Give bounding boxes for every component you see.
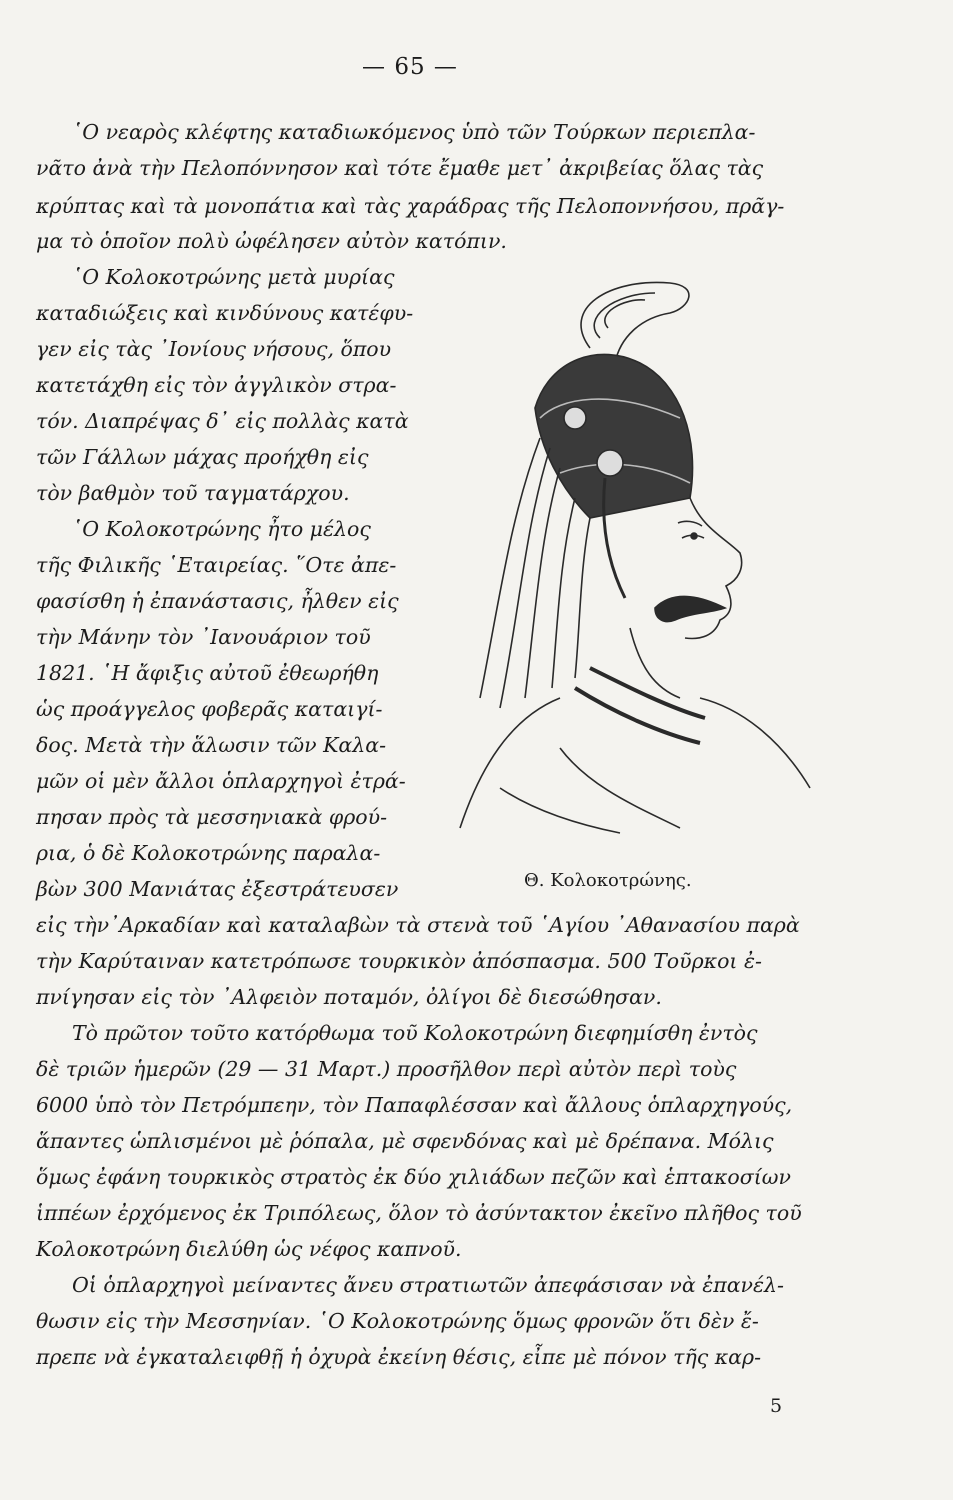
text-line: ὡς προάγγελος φοβερᾶς καταιγί- <box>36 697 383 721</box>
text-line: τὴν Μάνην τὸν ᾽Ιανουάριον τοῦ <box>36 625 371 649</box>
text-line: εἰς τὴν᾽Αρκαδίαν καὶ καταλαβὼν τὰ στενὰ τοῦ ῾Αγίου ᾽Αθανασίου παρὰ <box>36 913 800 937</box>
text-line: τὴν Καρύταιναν κατετρόπωσε τουρκικὸν ἀπόσπασμα. 500 Τοῦρκοι ἐ- <box>36 949 762 973</box>
text-line: ἅπαντες ὡπλισμένοι μὲ ῥόπαλα, μὲ σφενδόνας καὶ μὲ δρέπανα. Μόλις <box>36 1129 774 1153</box>
text-line: τῶν Γάλλων μάχας προήχθη εἰς <box>36 445 369 469</box>
text-line: κατετάχθη εἰς τὸν ἀγγλικὸν στρα- <box>36 373 397 397</box>
text-line: Τὸ πρῶτον τοῦτο κατόρθωμα τοῦ Κολοκοτρώνη διεφημίσθη ἐντὸς <box>72 1021 758 1045</box>
figure-caption: Θ. Κολοκοτρώνης. <box>524 870 692 891</box>
text-line: βὼν 300 Μανιάτας ἐξεστράτευσεν <box>36 877 399 901</box>
text-line: ῾Ο Κολοκοτρώνης ἦτο μέλος <box>72 517 371 541</box>
text-line: κρύπτας καὶ τὰ μονοπάτια καὶ τὰς χαράδρας τῆς Πελοποννήσου, πρᾶγ- <box>36 194 785 218</box>
page-number: — 65 — <box>362 54 458 80</box>
text-line: Οἱ ὁπλαρχηγοὶ μείναντες ἄνευ στρατιωτῶν ἀπεφάσισαν νὰ ἐπανέλ- <box>72 1273 784 1297</box>
text-line: τόν. Διαπρέψας δ᾽ εἰς πολλὰς κατὰ <box>36 409 409 433</box>
text-line: ῾Ο νεαρὸς κλέφτης καταδιωκόμενος ὑπὸ τῶν Τούρκων περιεπλα- <box>72 120 756 144</box>
text-line: πνίγησαν εἰς τὸν ᾽Αλφειὸν ποταμόν, ὀλίγοι δὲ διεσώθησαν. <box>36 985 662 1009</box>
text-line: πρεπε νὰ ἐγκαταλειφθῇ ἡ ὀχυρὰ ἐκείνη θέσις, εἶπε μὲ πόνον τῆς καρ- <box>36 1345 762 1369</box>
signature-mark: 5 <box>770 1395 783 1417</box>
kolokotronis-portrait <box>440 268 905 868</box>
text-line: ῾Ο Κολοκοτρώνης μετὰ μυρίας <box>72 265 395 289</box>
text-line: νᾶτο ἀνὰ τὴν Πελοπόννησον καὶ τότε ἔμαθε μετ᾽ ἀκριβείας ὅλας τὰς <box>36 156 764 180</box>
text-line: τὸν βαθμὸν τοῦ ταγματάρχου. <box>36 481 350 505</box>
text-line: μα τὸ ὁποῖον πολὺ ὠφέλησεν αὐτὸν κατόπιν. <box>36 229 507 253</box>
text-line: τῆς Φιλικῆς ῾Εταιρείας. ῞Οτε ἀπε- <box>36 553 397 577</box>
text-line: 6000 ὑπὸ τὸν Πετρόμπεην, τὸν Παπαφλέσσαν καὶ ἄλλους ὁπλαρχηγούς, <box>36 1093 793 1117</box>
text-line: ρια, ὁ δὲ Κολοκοτρώνης παραλα- <box>36 841 381 865</box>
text-line: πησαν πρὸς τὰ μεσσηνιακὰ φρού- <box>36 805 388 829</box>
text-line: μῶν οἱ μὲν ἄλλοι ὁπλαρχηγοὶ ἐτρά- <box>36 769 406 793</box>
text-line: Κολοκοτρώνη διελύθη ὡς νέφος καπνοῦ. <box>36 1237 462 1261</box>
text-line: δὲ τριῶν ἡμερῶν (29 — 31 Μαρτ.) προσῆλθον περὶ αὐτὸν περὶ τοὺς <box>36 1057 737 1081</box>
text-line: δος. Μετὰ τὴν ἅλωσιν τῶν Καλα- <box>36 733 387 757</box>
text-line: γεν εἰς τὰς ᾽Ιονίους νήσους, ὅπου <box>36 337 392 361</box>
text-line: ἱππέων ἐρχόμενος ἐκ Τριπόλεως, ὅλον τὸ ἀσύντακτον ἐκεῖνο πλῆθος τοῦ <box>36 1201 802 1225</box>
text-line: ὅμως ἐφάνη τουρκικὸς στρατὸς ἐκ δύο χιλιάδων πεζῶν καὶ ἑπτακοσίων <box>36 1165 791 1189</box>
text-line: φασίσθη ἡ ἐπανάστασις, ἦλθεν εἰς <box>36 589 399 613</box>
text-line: 1821. ῾Η ἄφιξις αὐτοῦ ἐθεωρήθη <box>36 661 379 685</box>
text-line: καταδιώξεις καὶ κινδύνους κατέφυ- <box>36 301 414 325</box>
text-line: θωσιν εἰς τὴν Μεσσηνίαν. ῾Ο Κολοκοτρώνης ὅμως φρονῶν ὅτι δὲν ἔ- <box>36 1309 759 1333</box>
